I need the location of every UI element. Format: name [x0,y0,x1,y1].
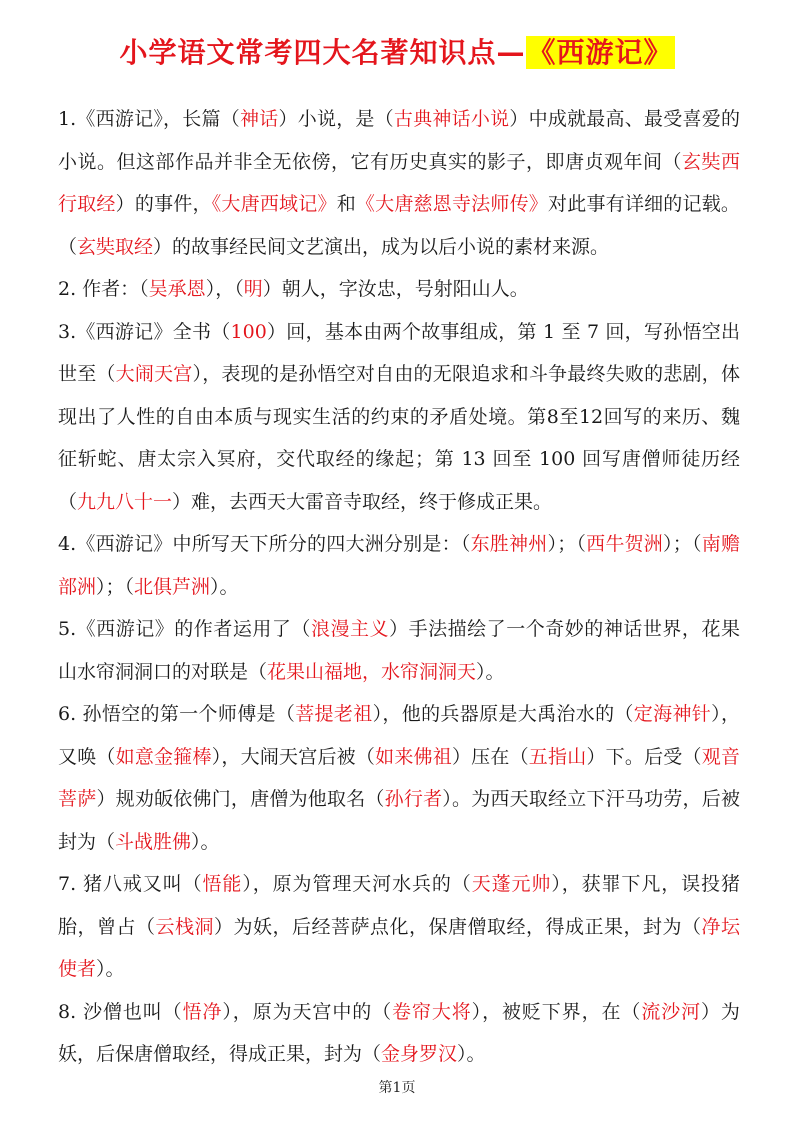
page-title [0,33,794,73]
answer-text: 南赡部洲 [58,533,740,598]
body-text: ），原为管理天河水兵的（ [242,873,472,895]
answer-text: 定海神针 [633,703,712,725]
body-text: ）难，去西天大雷音寺取经，终于修成正果。 [172,490,553,513]
body-text: 1.《西游记》，长篇（ [58,108,240,130]
body-text: 7. 猪八戒又叫（ [58,873,203,895]
answer-text: 花果山福地，水帘洞洞天 [267,660,477,683]
body-text: ）下。后受（ [586,745,702,768]
answer-text: 悟能 [202,873,243,895]
body-text: ）朝人，字汝忠，号射阳山人。 [262,278,529,300]
knowledge-item-6 [58,693,740,863]
body-text: ）为妖，后经菩萨点化，保唐僧取经，得成正果，封为（ [214,915,702,938]
title-highlight: 《西游记》 [527,36,673,69]
body-text: ）规劝皈依佛门，唐僧为他取名（ [96,788,385,810]
answer-text: 孙行者 [384,788,443,810]
body-text: ），大闹天宫后被（ [211,745,376,768]
answer-text: 如意金箍棒 [115,745,212,768]
body-text: ）；（ [547,533,587,555]
answer-text: 如来佛祖 [375,745,452,768]
answer-text: 浪漫主义 [310,618,390,640]
body-text: ）的事件， [115,193,212,215]
body-text: ），原为天宫中的（ [222,1000,393,1023]
body-text: ），（ [205,278,244,300]
answer-text: 金身罗汉 [381,1043,458,1065]
answer-text: 古典神话小说 [393,108,510,130]
body-text: 4.《西游记》中所写天下所分的四大洲分别是：（ [58,533,471,555]
answer-text: 观音菩萨 [58,745,740,810]
answer-text: 100 [230,320,267,343]
body-text: 5.《西游记》的作者运用了（ [58,618,311,640]
answer-text: 吴承恩 [148,278,206,300]
knowledge-item-4 [58,523,740,608]
answer-text: 北俱芦洲 [134,575,211,598]
answer-text: 云栈洞 [155,915,214,938]
body-text: ）。 [191,830,220,853]
body-text: ）为妖，后保唐僧取经，得成正果，封为（ [58,1000,740,1065]
answer-text: 流沙河 [641,1000,702,1023]
answer-text: 菩提老祖 [295,703,373,725]
body-text: ）。 [96,958,125,980]
body-text: ）。 [476,660,505,683]
answer-text: 九九八十一 [77,490,173,513]
answer-text: 神话 [240,108,279,130]
page-number: 第1页 [378,1080,416,1096]
answer-text: 明 [243,278,263,300]
answer-text: 《大唐西域记》 [211,193,337,215]
answer-text: 玄奘取经 [77,235,154,258]
body-text: ）。 [210,575,239,598]
knowledge-item-1 [58,98,740,268]
answer-text: 《大唐慈恩寺法师传》 [355,193,549,215]
body-text: ）手法描绘了一个奇妙的神话世界，花果山水帘洞洞口的对联是（ [58,618,740,683]
body-text: 3.《西游记》全书（ [58,320,231,343]
body-text: ）中成就最高、最受喜爱的小说。但这部作品并非全无依傍，它有历史真实的影子，即唐贞观年间（ [58,108,740,173]
answer-text: 斗战胜佛 [115,830,192,853]
answer-text: 悟净 [182,1000,223,1023]
body-text: ）；（ [663,533,702,555]
body-text: 6. 孙悟空的第一个师傅是（ [58,703,296,725]
body-text: ），表现的是孙悟空对自由的无限追求和斗争最终失败的悲剧，体现出了人性的自由本质与现实生活的约束的矛盾处境。第8至12回写的来历、魏征斩蛇、唐太宗入冥府，交代取经的缘起；第 13 回至 100 回写唐僧师徒历经（ [58,363,740,513]
body-text: ）回，基本由两个故事组成，第 1 至 7 回，写孙悟空出世至（ [58,320,740,385]
knowledge-item-7 [58,863,740,991]
title-main: 小学语文常考四大名著知识点— [119,36,526,69]
body-text: ）小说，是（ [278,108,394,130]
knowledge-item-8 [58,991,740,1076]
body-text: 和 [336,193,356,215]
knowledge-item-5 [58,608,740,693]
body-text: 2. 作者：（ [58,278,149,300]
knowledge-item-3 [58,311,740,524]
answer-text: 净坛使者 [58,915,740,980]
body-text: ）。 [457,1043,486,1065]
body-text: 8. 沙僧也叫（ [58,1000,183,1023]
body-text: ），他的兵器原是大禹治水的（ [372,703,634,725]
body-text: ）压在（ [451,745,529,768]
answer-text: 玄奘西行取经 [58,150,740,215]
knowledge-item-2 [58,268,740,311]
body-text: ）。为西天取经立下汗马功劳，后被封为（ [58,788,740,853]
answer-text: 五指山 [528,745,587,768]
answer-text: 大闹天宫 [115,363,193,385]
answer-text: 东胜神州 [470,533,548,555]
answer-text: 卷帘大将 [392,1000,472,1023]
body-text: ）的故事经民间文艺演出，成为以后小说的素材来源。 [153,235,610,258]
answer-text: 西牛贺洲 [586,533,664,555]
document-body [58,98,740,1076]
body-text: 对此事有详细的记载。（ [58,193,740,258]
body-text: ），被贬下界，在（ [471,1000,642,1023]
body-text: ），又唤（ [58,703,740,768]
answer-text: 天蓬元帅 [471,873,552,895]
body-text: ），获罪下凡，误投猪胎，曾占（ [58,873,740,938]
body-text: ）；（ [96,575,135,598]
